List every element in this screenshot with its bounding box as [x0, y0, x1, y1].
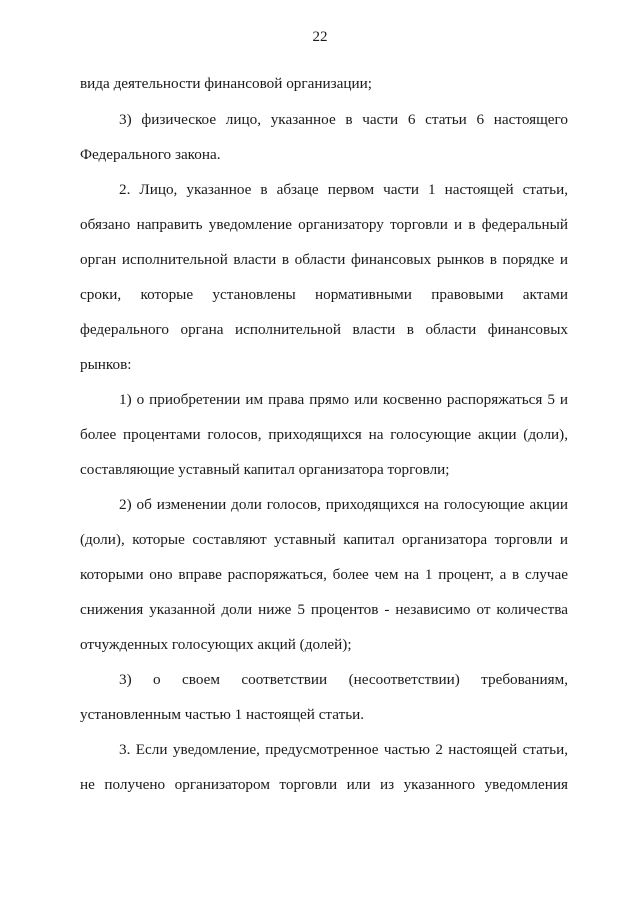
text-line: орган исполнительной власти в области финансовых рынков в порядке и: [80, 251, 568, 268]
text-line: федерального органа исполнительной власти в области финансовых: [80, 321, 568, 338]
page-number: 22: [312, 29, 328, 45]
text-line: сроки, которые установлены нормативными правовыми актами: [80, 286, 568, 303]
text-line: 2) об изменении доли голосов, приходящихся на голосующие акции: [119, 496, 568, 513]
text-line: более процентами голосов, приходящихся на голосующие акции (доли),: [80, 426, 568, 443]
text-line: 3) физическое лицо, указанное в части 6 статьи 6 настоящего: [119, 111, 568, 128]
text-line: не получено организатором торговли или из указанного уведомления: [80, 776, 568, 793]
text-line: которыми оно вправе распоряжаться, более чем на 1 процент, а в случае: [80, 566, 568, 583]
text-line: 3. Если уведомление, предусмотренное частью 2 настоящей статьи,: [119, 741, 568, 758]
text-line: (доли), которые составляют уставный капитал организатора торговли и: [80, 531, 568, 548]
text-line: Федерального закона.: [80, 146, 221, 163]
text-line: составляющие уставный капитал организатора торговли;: [80, 461, 450, 478]
text-line: 1) о приобретении им права прямо или косвенно распоряжаться 5 и: [119, 391, 568, 408]
text-line: рынков:: [80, 356, 132, 373]
text-line: снижения указанной доли ниже 5 процентов - независимо от количества: [80, 601, 568, 618]
text-line: 2. Лицо, указанное в абзаце первом части 1 настоящей статьи,: [119, 181, 568, 198]
text-line: вида деятельности финансовой организации;: [80, 75, 372, 92]
text-line: установленным частью 1 настоящей статьи.: [80, 706, 365, 723]
text-line: обязано направить уведомление организатору торговли и в федеральный: [80, 216, 568, 233]
text-line: отчужденных голосующих акций (долей);: [80, 636, 352, 653]
text-line: 3) о своем соответствии (несоответствии) требованиям,: [119, 671, 568, 688]
